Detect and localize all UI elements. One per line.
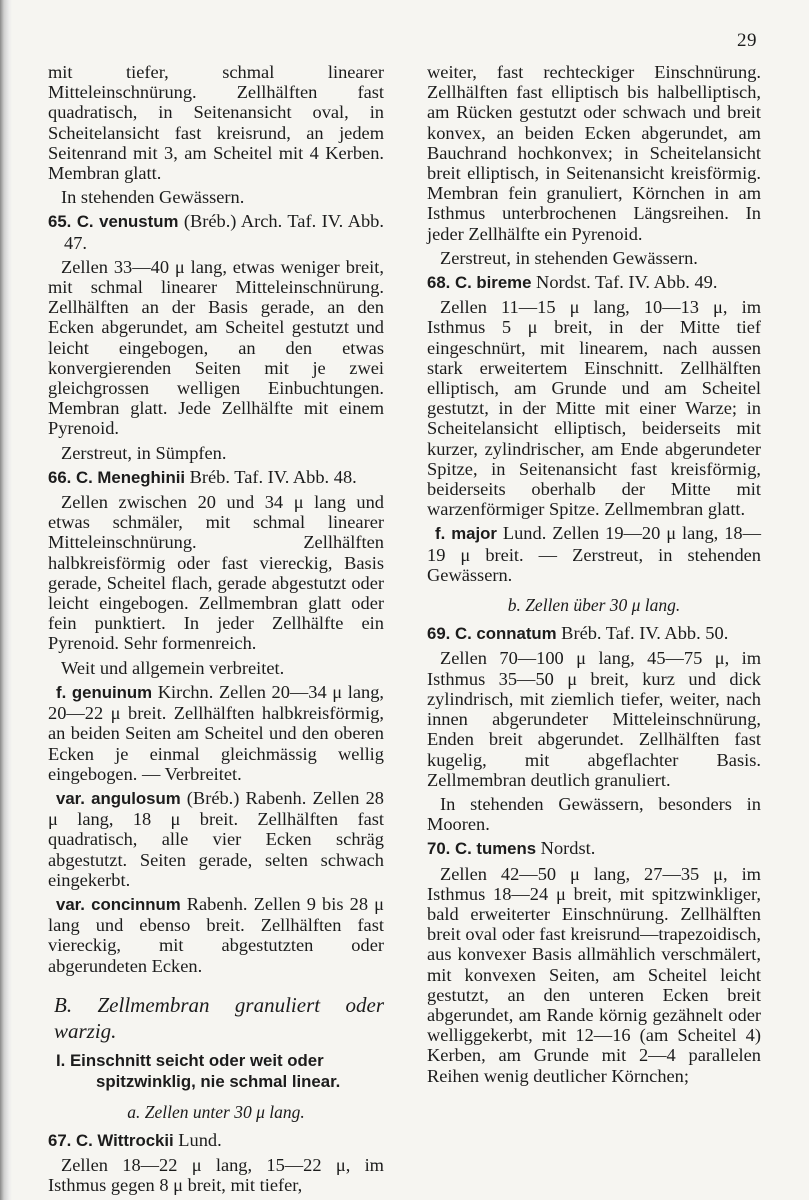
species-name: C. bireme	[454, 273, 532, 293]
text-paragraph: Zellen 11—15 μ lang, 10—13 μ, im Isthmus 5 μ breit, in der Mitte tief eingeschnürt, mit linearem, nach aussen stark erweitertem Einschnitt. Zellhälften elliptisch, am Grunde und am Scheitel gestutzt, in der Mitte mit einer Warze; in Scheitelansicht elliptisch, beiderseits mit kurzer, zylindrischer, am Ende abgerundeter Spitze, in Seitenansicht fast kreisförmig, beiderseits oberhalb der Mitte mit warzenförmiger Spitze. Zellmembran glatt.	[427, 297, 761, 520]
entry-reference: Nordst. Taf. IV. Abb. 49.	[531, 272, 718, 293]
page-binding-edge	[0, 0, 12, 1200]
variety-name: f. major	[435, 524, 497, 544]
left-text-column	[48, 62, 384, 1200]
text-paragraph: Zerstreut, in stehenden Gewässern.	[440, 247, 698, 268]
entry-reference: Nordst.	[536, 838, 596, 859]
entry-number: 69.	[427, 624, 451, 644]
variety-paragraph	[48, 788, 384, 890]
species-entry-heading	[48, 211, 384, 252]
entry-reference: Bréb. Taf. IV. Abb. 50.	[556, 623, 729, 644]
entry-number: 65.	[48, 212, 72, 232]
entry-reference: Lund.	[173, 1129, 222, 1150]
variety-description: Rabenh. Zellen 9 bis 28 μ lang und ebenso breit. Zellhälften fast viereckig, mit abgestutzten oder abgerundeten Ecken.	[48, 893, 384, 976]
species-entry-heading	[427, 272, 761, 293]
text-paragraph: Zellen zwischen 20 und 34 μ lang und etwas schmäler, mit schmal linearer Mitteleinschnürung. Zellhälften halbkreisförmig oder fast viereckig, Basis gerade, Scheitel flach, gerade abgestutzt oder leicht eingebogen. Zellmembran glatt oder fein punktiert. In jeder Zellhälfte ein Pyrenoid. Sehr formenreich.	[48, 492, 384, 654]
entry-reference: (Bréb.) Arch. Taf. IV. Abb. 47.	[64, 211, 384, 253]
size-group-heading: a. Zellen unter 30 μ lang.	[127, 1101, 305, 1122]
text-paragraph: Zerstreut, in Sümpfen.	[61, 442, 227, 463]
variety-description: (Bréb.) Rabenh. Zellen 28 μ lang, 18 μ breit. Zellhälften fast quadratisch, alle vier Ecken schräg abgestutzt. Seiten gerade, selten schwach eingekerbt.	[48, 787, 384, 890]
variety-name: var. concinnum	[56, 894, 181, 914]
species-entry-heading	[48, 467, 384, 488]
text-paragraph: Zellen 18—22 μ lang, 15—22 μ, im Isthmus gegen 8 μ breit, mit tiefer,	[48, 1155, 384, 1196]
entry-reference: Bréb. Taf. IV. Abb. 48.	[185, 466, 357, 487]
species-entry-heading	[427, 623, 761, 644]
text-paragraph: In stehenden Gewässern, besonders in Mooren.	[427, 793, 761, 835]
text-paragraph: weiter, fast rechteckiger Einschnürung. Zellhälften fast elliptisch bis halbelliptisch, am Rücken gestutzt oder schwach und breit konvex, an beiden Ecken abgerundet, am Bauchrand hochkonvex; in Scheitelansicht breit elliptisch, in Seitenansicht kreisförmig. Membran fein granuliert, Körnchen in am Isthmus unterbrochenen Längsreihen. In jeder Zellhälfte ein Pyrenoid.	[427, 62, 761, 244]
entry-number: 67.	[48, 1130, 72, 1150]
species-name: C. venustum	[76, 212, 179, 232]
entry-number: 66.	[48, 467, 72, 487]
variety-description: Lund. Zellen 19—20 μ lang, 18—19 μ breit. — Zerstreut, in stehenden Gewässern.	[427, 523, 761, 585]
text-paragraph: Zellen 70—100 μ lang, 45—75 μ, im Isthmus 35—50 μ breit, kurz und dick zylindrisch, mit ziemlich tiefer, weiter, nach innen abgerundeter Mitteleinschnürung, Enden breit abgerundet. Zellhälften fast kugelig, mit abgeflachter Basis. Zellmembran deutlich granuliert.	[427, 648, 761, 790]
text-paragraph: mit tiefer, schmal linearer Mitteleinschnürung. Zellhälften fast quadratisch, in Seitenansicht oval, in Scheitelansicht fast kreisrund, an jedem Seitenrand mit 3, am Scheitel mit 4 Kerben. Membran glatt.	[48, 62, 384, 184]
species-name: C. tumens	[454, 839, 537, 859]
variety-paragraph	[48, 682, 384, 784]
entry-number: 70.	[427, 839, 451, 859]
species-name: C. Meneghinii	[75, 467, 186, 487]
section-heading: B. Zellmembran granuliert oder warzig.	[54, 992, 384, 1043]
size-group-heading: b. Zellen über 30 μ lang.	[507, 595, 681, 616]
entry-number: 68.	[427, 273, 451, 293]
species-entry-heading	[48, 1130, 384, 1151]
text-paragraph: Zellen 33—40 μ lang, etwas weniger breit, mit schmal linearer Mitteleinschnürung. Zellhälften an der Basis gerade, an den Ecken abgerundet, am Scheitel gestutzt und leicht eingebogen, an den etwas konvergierenden Seiten mit je zwei gleichgrossen welligen Einbuchtungen. Membran glatt. Jede Zellhälfte mit einem Pyrenoid.	[48, 256, 384, 439]
text-paragraph: In stehenden Gewässern.	[61, 187, 245, 208]
text-paragraph: Weit und allgemein verbreitet.	[61, 657, 285, 678]
variety-paragraph	[427, 523, 761, 585]
variety-paragraph	[48, 894, 384, 976]
variety-name: f. genuinum	[56, 682, 153, 702]
species-name: C. connatum	[454, 624, 557, 644]
species-entry-heading	[427, 838, 761, 859]
subsection-heading: I. Einschnitt seicht oder weit oder spitzwinklig, nie schmal linear.	[56, 1050, 341, 1091]
page-number: 29	[737, 30, 757, 51]
species-name: C. Wittrockii	[75, 1130, 174, 1150]
text-paragraph: Zellen 42—50 μ lang, 27—35 μ, im Isthmus 18—24 μ breit, mit spitzwinkliger, bald erweiterter Einschnürung. Zellhälften breit oval oder fast kreisrund—trapezoidisch, aus konvexer Basis allmählich verschmälert, mit konvexen Seiten, am Scheitel leicht gestutzt, an den unteren Ecken breit abgerundet, am Rande körnig gezähnelt oder welliggekerbt, mit 12—16 (am Scheitel 4) Kerben, am Grunde mit 2—4 parallelen Reihen wenig deutlicher Körnchen;	[427, 863, 761, 1086]
variety-name: var. angulosum	[56, 788, 181, 808]
variety-description: Kirchn. Zellen 20—34 μ lang, 20—22 μ breit. Zellhälften halbkreisförmig, an beiden Seiten am Scheitel und den oberen Ecken je einmal gleichmässig wellig eingebogen. — Verbreitet.	[48, 681, 385, 784]
right-text-column	[427, 62, 761, 1090]
